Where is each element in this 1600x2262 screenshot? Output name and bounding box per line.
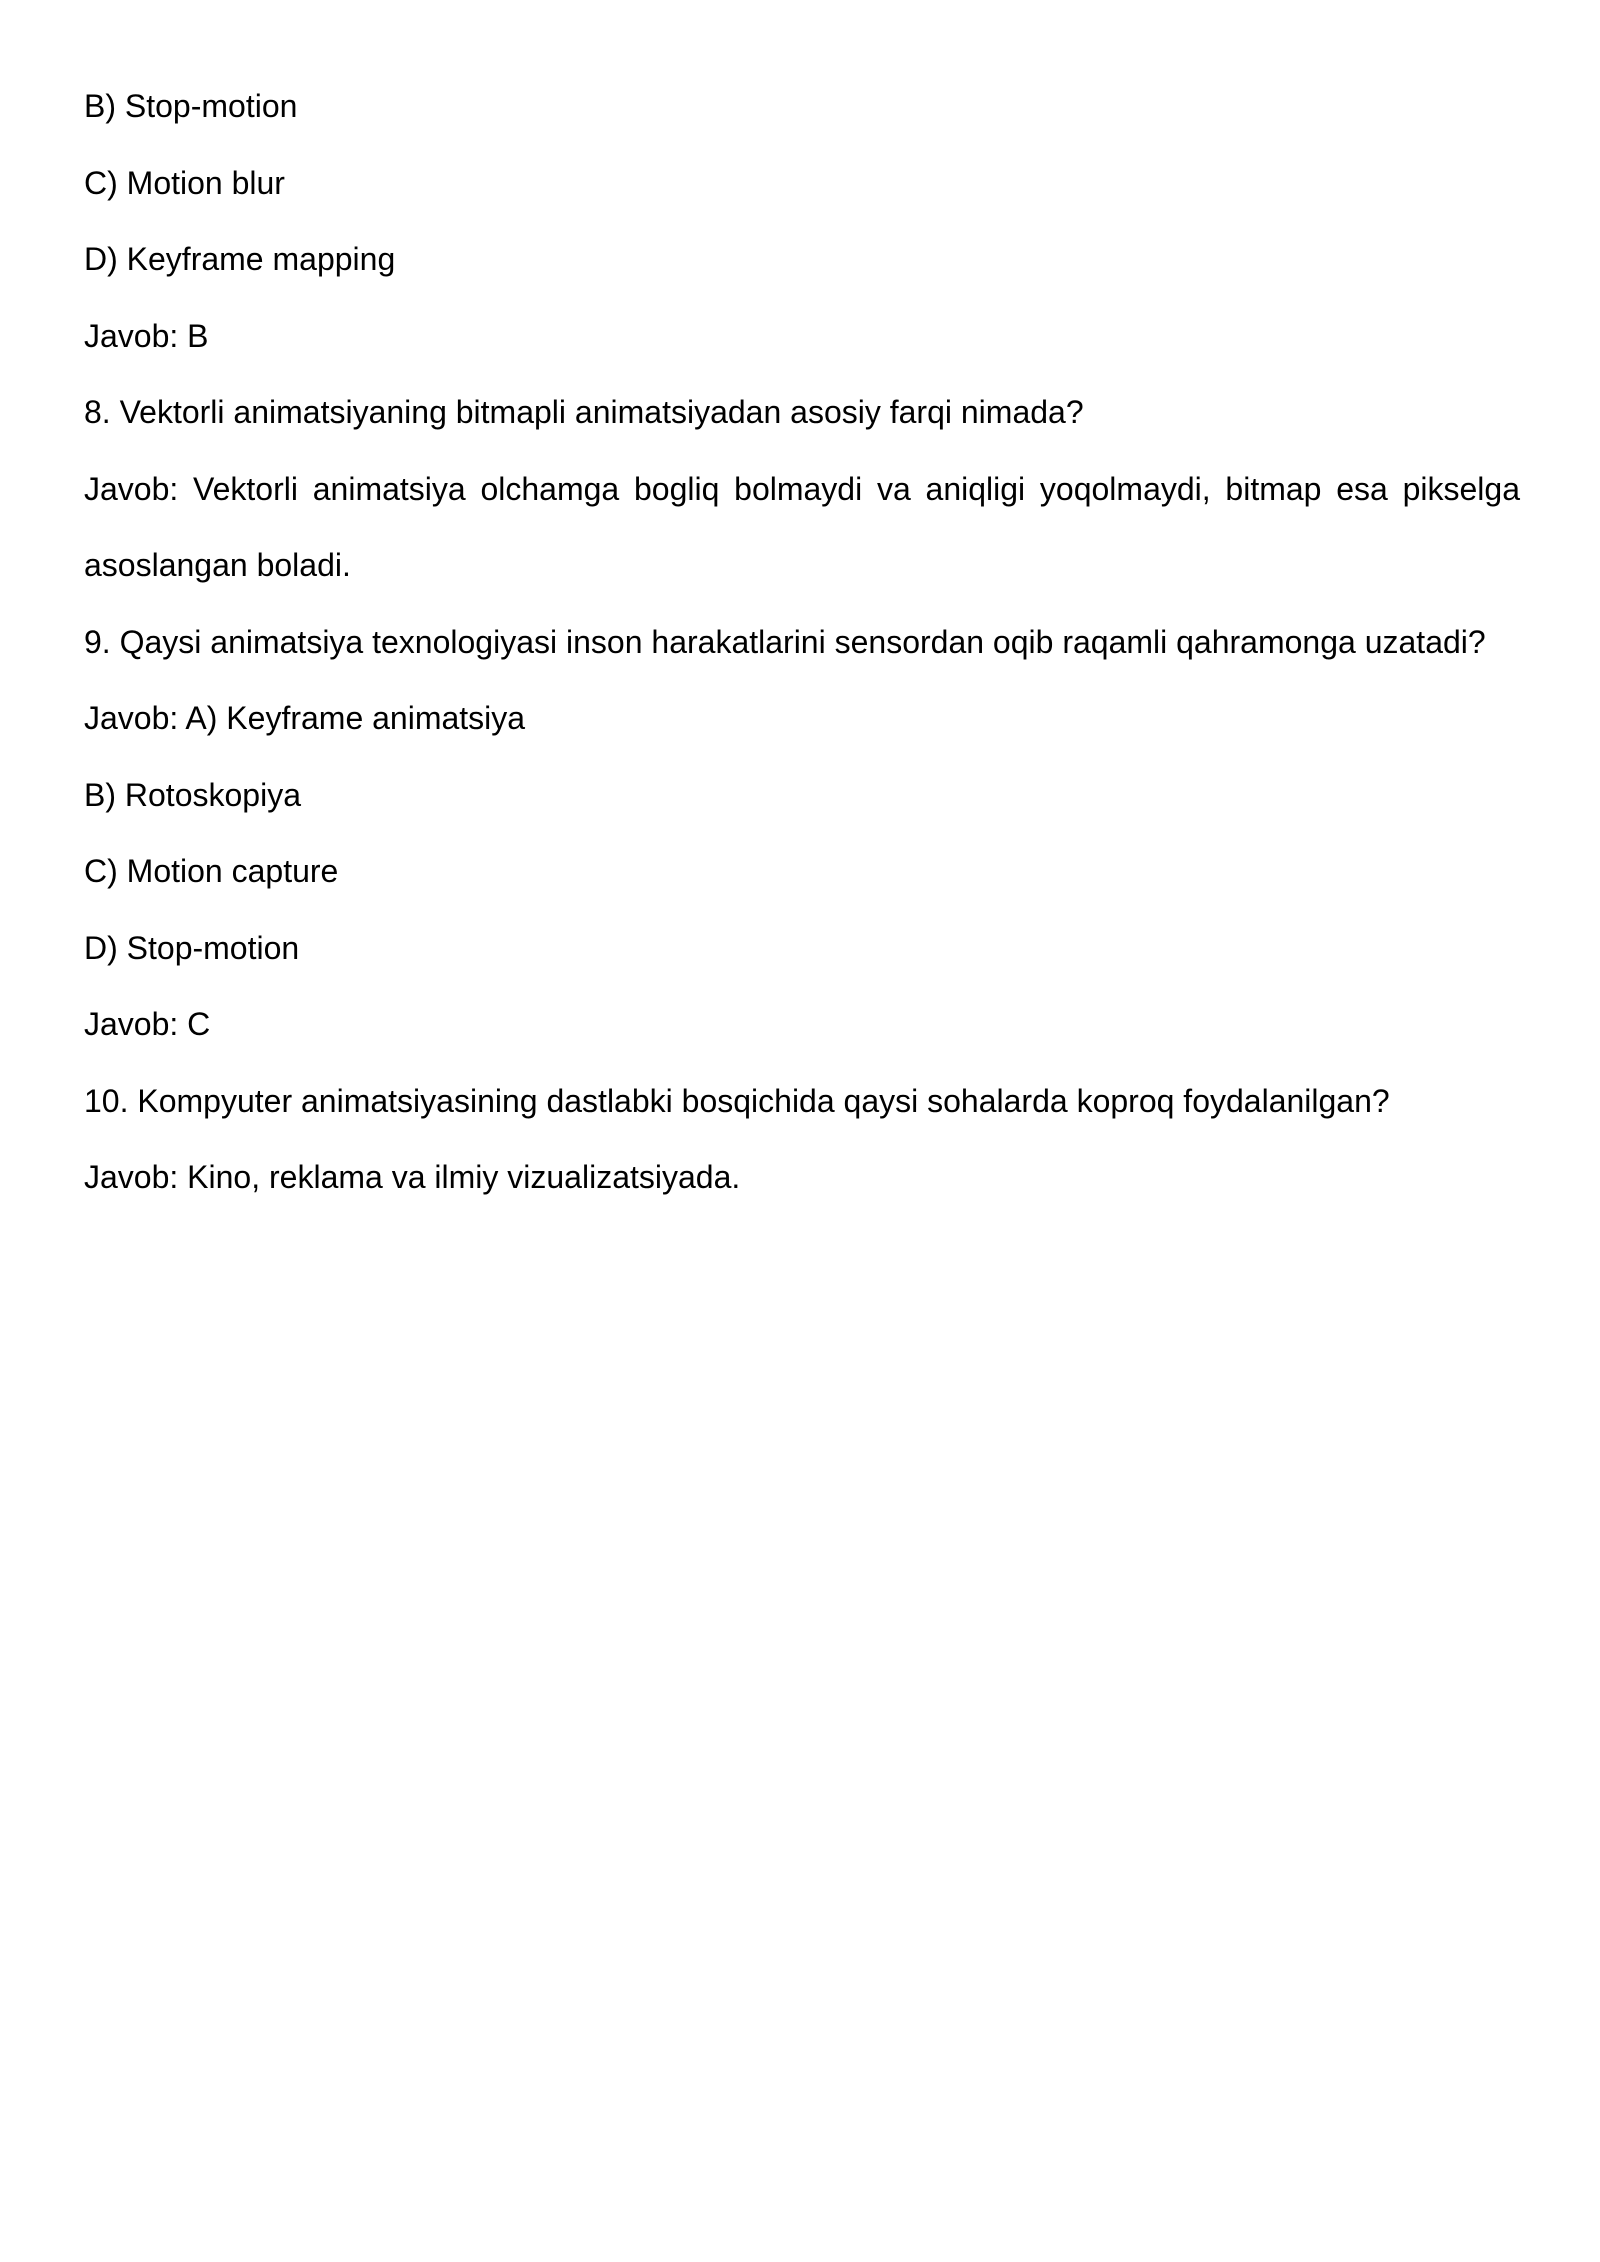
option-d-keyframe-mapping: D) Keyframe mapping [84,241,396,277]
question-9: 9. Qaysi animatsiya texnologiyasi inson harakatlarini sensordan oqib raqamli qahramonga uzatadi? [84,623,1486,660]
option-d-stop-motion: D) Stop-motion [84,929,300,966]
document-page [84,84,1520,1232]
answer-8-line-1: Javob: Vektorli animatsiya olchamga bogliq bolmaydi va aniqligi yoqolmaydi, bitmap esa pikselga [84,470,1520,507]
question-10: 10. Kompyuter animatsiyasining dastlabki bosqichida qaysi sohalarda koproq foydalanilgan? [84,1082,1390,1119]
option-c-motion-capture: C) Motion capture [84,853,339,889]
answer-9: Javob: C [84,1006,211,1042]
answer-8-line-2: asoslangan boladi. [84,547,351,583]
option-c-motion-blur: C) Motion blur [84,164,285,201]
option-b-rotoskopiya: B) Rotoskopiya [84,776,301,813]
answer-7: Javob: B [84,317,209,354]
option-a-keyframe: Javob: A) Keyframe animatsiya [84,700,526,736]
question-8: 8. Vektorli animatsiyaning bitmapli animatsiyadan asosiy farqi nimada? [84,394,1084,430]
option-b-stop-motion: B) Stop-motion [84,88,298,124]
answer-10: Javob: Kino, reklama va ilmiy vizualizatsiyada. [84,1159,741,1195]
